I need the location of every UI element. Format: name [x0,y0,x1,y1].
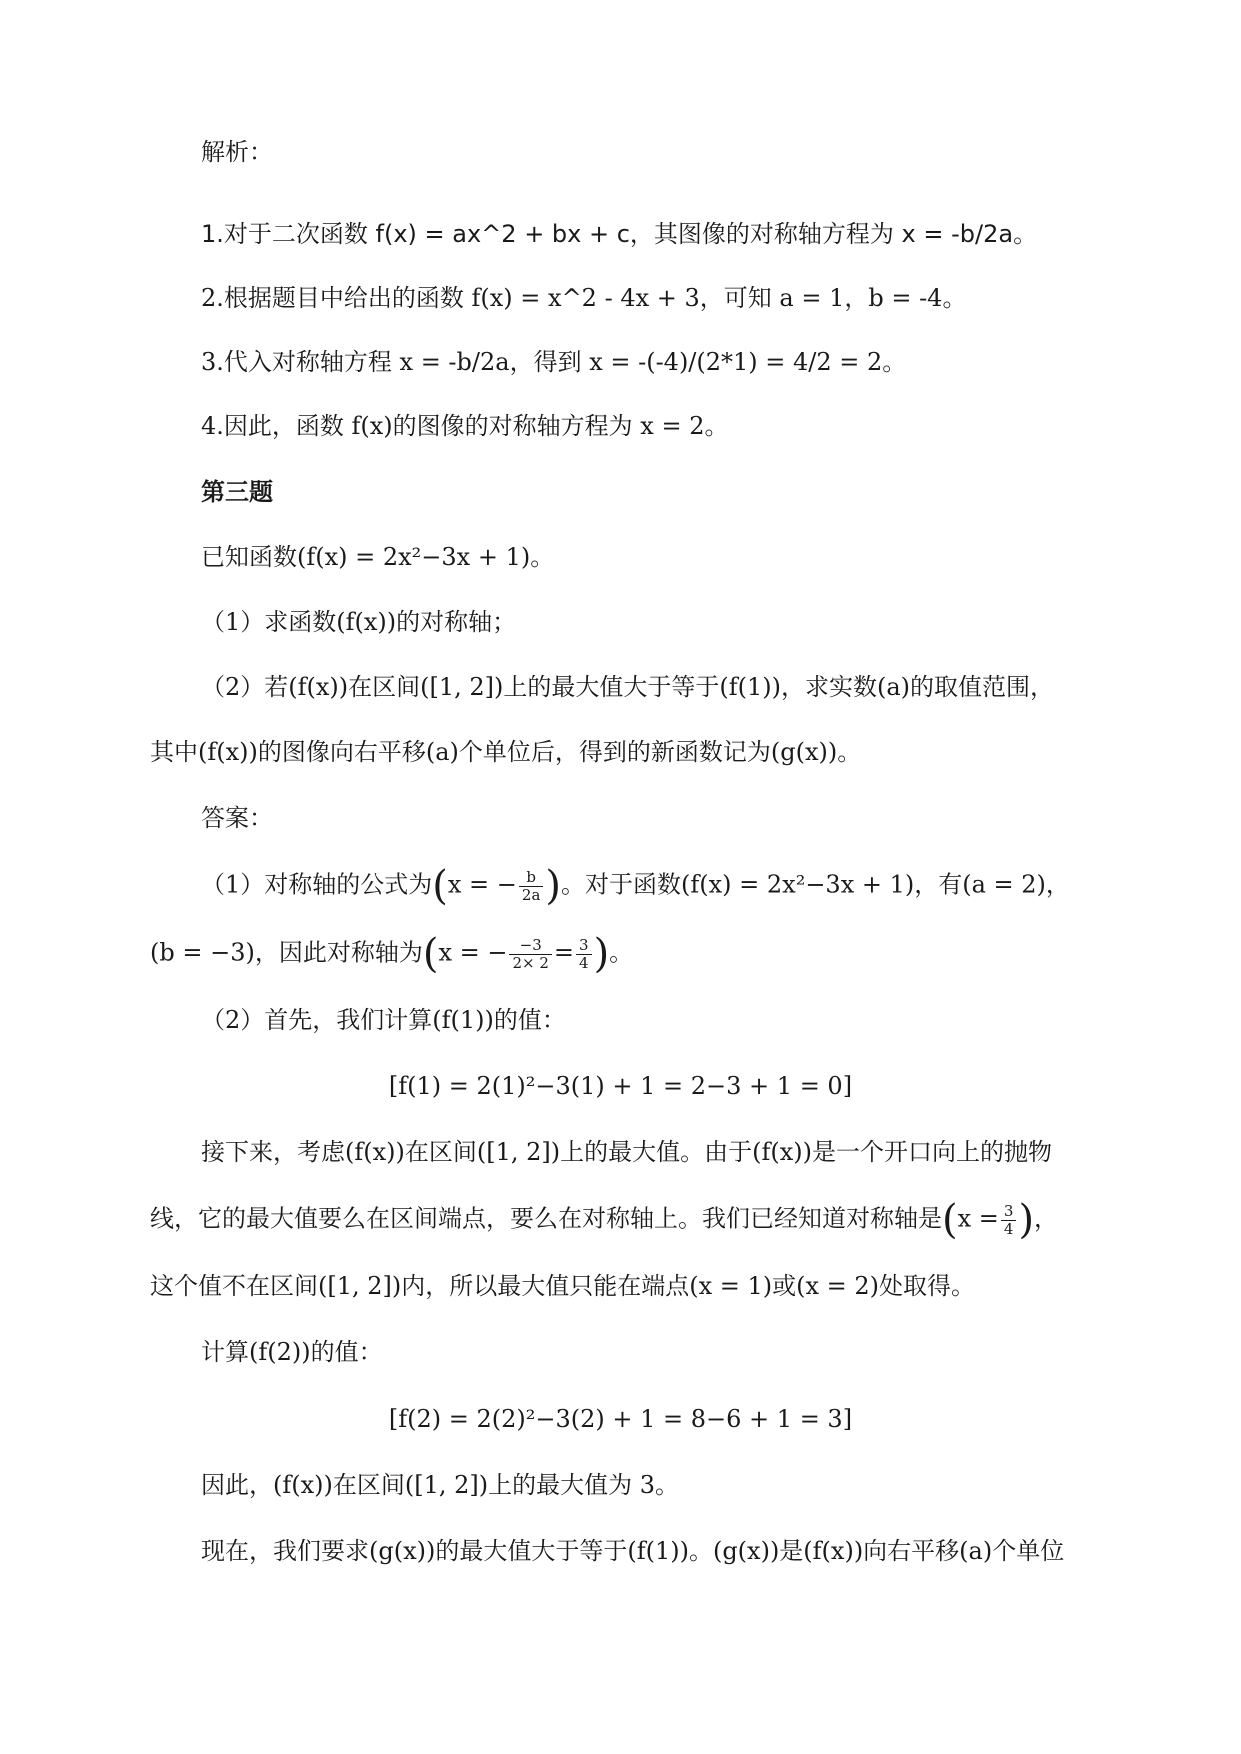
fraction-numerator: 3 [1001,1203,1017,1221]
fraction-numerator: b [519,869,544,887]
analysis-step-2: 2.根据题目中给出的函数 f(x) = x^2 - 4x + 3，可知 a = 1，b = -4。 [201,284,967,312]
fraction-denominator: 4 [579,953,589,972]
analysis-step-1: 1.对于二次函数 f(x) = ax^2 + bx + c，其图像的对称轴方程为 x = -b/2a。 [201,220,1038,248]
fraction-denominator: 2a [521,885,541,904]
fraction-denominator: 2× 2 [512,953,549,972]
answer-1-intro: （1）对称轴的公式为 [201,870,433,899]
section-title: 第三题 [201,478,273,506]
compute-f2-intro: 计算(f(2))的值： [201,1338,383,1366]
left-paren: ( [422,931,439,977]
question-1: （1）求函数(f(x))的对称轴； [201,608,517,636]
fraction-neg3-over-2x2 [509,937,551,972]
max-value-conclusion: 因此，(f(x))在区间([1, 2])上的最大值为 3。 [201,1471,680,1499]
analysis-heading: 解析： [201,138,273,166]
fraction-denominator: 4 [1003,1219,1014,1238]
equation-f1: [f(1) = 2(1)²−3(1) + 1 = 2−3 + 1 = 0] [388,1072,853,1100]
equation-f2: [f(2) = 2(2)²−3(2) + 1 = 8−6 + 1 = 3] [388,1405,853,1433]
answer-1-line-1 [201,863,1070,909]
right-paren: ) [593,931,610,977]
axis-result-lhs: x = − [438,938,508,967]
answer-2-para-2-text: 线，它的最大值要么在区间端点，要么在对称轴上。我们已经知道对称轴是 [150,1204,942,1233]
comma: ， [1034,1204,1059,1233]
analysis-step-4: 4.因此，函数 f(x)的图像的对称轴方程为 x = 2。 [201,412,729,440]
equals-sign: = [553,938,575,967]
answer-2-para-1: 接下来，考虑(f(x))在区间([1, 2])上的最大值。由于(f(x))是一个开口向上的抛物 [201,1138,1052,1166]
answer-1-b-value: (b = −3)，因此对称轴为 [150,938,423,967]
axis-value-lhs: x = [957,1204,999,1233]
left-paren: ( [432,863,448,909]
question-2-continued: 其中(f(x))的图像向右平移(a)个单位后，得到的新函数记为(g(x))。 [150,738,862,766]
answer-2-para-2 [150,1197,1059,1243]
left-paren: ( [942,1197,958,1243]
fraction-numerator: 3 [576,937,592,955]
answer-2-para-3: 这个值不在区间([1, 2])内，所以最大值只能在端点(x = 1)或(x = 2)处取得。 [150,1272,976,1300]
question-2: （2）若(f(x))在区间([1, 2])上的最大值大于等于(f(1))，求实数(a)的取值范围， [201,673,1055,701]
answer-heading: 答案： [201,804,273,832]
g-x-requirement: 现在，我们要求(g(x))的最大值大于等于(f(1))。(g(x))是(f(x))向右平移(a)个单位 [201,1537,1065,1565]
answer-1-line-2 [150,931,634,977]
problem-statement: 已知函数(f(x) = 2x²−3x + 1)。 [201,543,555,571]
answer-1-rest: 。对于函数(f(x) = 2x²−3x + 1)，有(a = 2)， [561,870,1070,899]
analysis-step-3: 3.代入对称轴方程 x = -b/2a，得到 x = -(-4)/(2*1) = 4/2 = 2。 [201,348,907,376]
period: 。 [609,938,634,967]
fraction-numerator: −3 [509,937,551,955]
fraction-3-over-4 [1001,1203,1017,1238]
fraction-b-over-2a [519,869,544,904]
answer-2-intro: （2）首先，我们计算(f(1))的值： [201,1006,566,1034]
fraction-3-over-4 [576,937,592,972]
right-paren: ) [545,863,562,909]
axis-formula-lhs: x = − [447,870,517,899]
right-paren: ) [1018,1197,1035,1243]
